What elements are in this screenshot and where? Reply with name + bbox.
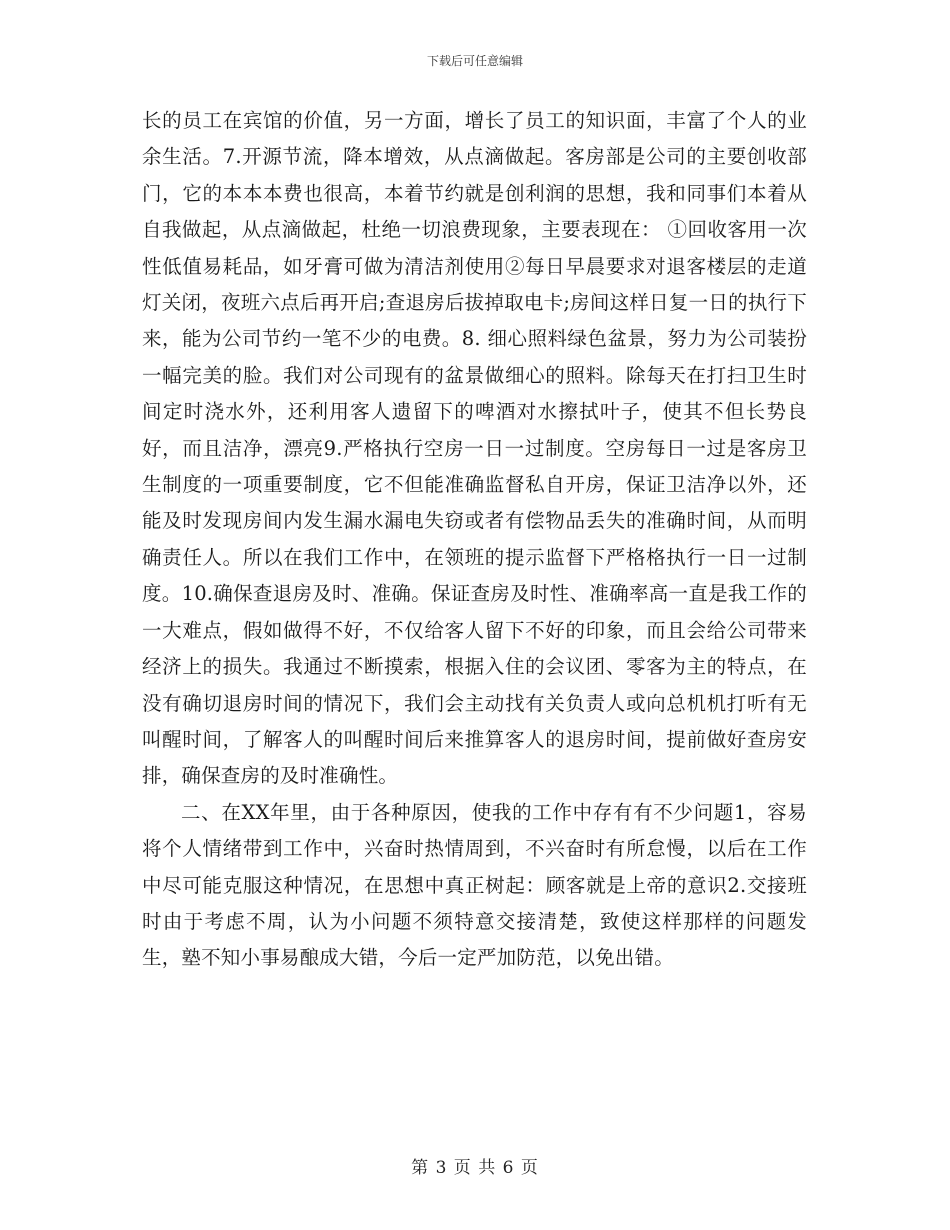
paragraph-1: 长的员工在宾馆的价值，另一方面，增长了员工的知识面，丰富了个人的业余生活。7.开源节流，降本增效，从点滴做起。客房部是公司的主要创收部门，它的本本本费也很高，本着节约就是创利润的思想，我和同事们本着从自我做起，从点滴做起，杜绝一切浪费现象，主要表现在： ①回收客用一次性低值易耗品，如牙膏可做为清洁剂使用②每日早晨要求对退客楼层的走道灯关闭，夜班六点后再开启;查退房后拔掉取电卡;房间这样日复一日的执行下来，能为公司节约一笔不少的电费。8. 细心照料绿色盆景，努力为公司装扮一幅完美的脸。我们对公司现有的盆景做细心的照料。除每天在打扫卫生时间定时浇水外，还利用客人遗留下的啤酒对水擦拭叶子，使其不但长势良好，而且洁净，漂亮9.严格执行空房一日一过制度。空房每日一过是客房卫生制度的一项重要制度，它不但能准确监督私自开房，保证卫洁净以外，还能及时发现房间内发生漏水漏电失窃或者有偿物品丢失的准确时间，从而明确责任人。所以在我们工作中，在领班的提示监督下严格格执行一日一过制度。10.确保查退房及时、准确。保证查房及时性、准确率高一直是我工作的一大难点，假如做得不好，不仅给客人留下不好的印象，而且会给公司带来经济上的损失。我通过不断摸索，根据入住的会议团、零客为主的特点，在没有确切退房时间的情况下，我们会主动找有关负责人或向总机机打听有无叫醒时间，了解客人的叫醒时间后来推算客人的退房时间，提前做好查房安排，确保查房的及时准确性。	[142, 109, 807, 788]
paragraph-2: 二、在XX年里，由于各种原因，使我的工作中存有有不少问题1，容易将个人情绪带到工作中，兴奋时热情周到，不兴奋时有所怠慢，以后在工作中尽可能克服这种情况，在思想中真正树起：顾客就是上帝的意识2.交接班时由于考虑不周，认为小问题不须特意交接清楚，致使这样那样的问题发生，塾不知小事易酿成大错，今后一定严加防范，以免出错。	[142, 800, 807, 970]
page-number: 第 3 页 共 6 页	[411, 1158, 539, 1178]
document-body	[142, 103, 807, 977]
page-header: 下载后可任意编辑	[426, 54, 523, 68]
